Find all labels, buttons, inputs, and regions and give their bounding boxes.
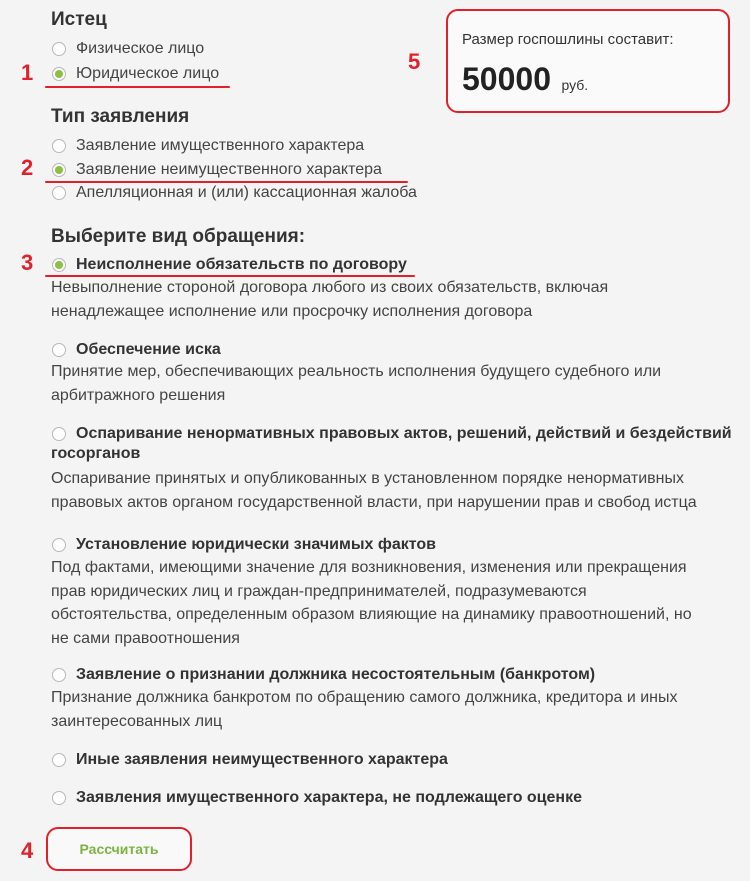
radio-button-checked[interactable] [52,67,66,81]
radio-plaintiff-legal-entity[interactable] [52,65,219,83]
fee-value [462,61,588,98]
radio-appeal-property-not-valued[interactable] [52,789,582,807]
radio-button[interactable] [52,668,66,682]
description-line: прав юридических лиц и граждан-предпринимателей, подразумеваются [51,582,587,600]
description-line: не сами правоотношения [51,629,240,647]
fee-result-box [446,9,730,113]
annotation-number: 3 [21,250,34,275]
description-line: Признание должника банкротом по обращению самого должника, кредитора и иных [51,689,678,706]
option-label: Неисполнение обязательств по договору [76,256,407,273]
radio-appeal-contest-acts[interactable] [52,425,732,443]
description-line: арбитражного решения [51,386,226,404]
description-line: ненадлежащее исполнение или просрочку исполнения договора [51,302,533,320]
description-line: Оспаривание принятых и опубликованных в установленном порядке ненормативных [51,470,684,487]
radio-appeal-bankruptcy[interactable] [52,666,595,684]
radio-button[interactable] [52,427,66,441]
radio-button[interactable] [52,343,66,357]
claim-type-heading: Тип заявления [51,106,190,127]
option-description [51,360,661,407]
annotation-number: 2 [21,155,34,180]
option-label: Заявления имущественного характера, не подлежащего оценке [76,789,582,806]
radio-appeal-securing-claim[interactable] [52,341,221,359]
fee-amount: 50000 [462,61,551,97]
description-line: Невыполнение стороной договора любого из своих обязательств, включая [51,279,609,296]
option-label: Установление юридически значимых фактов [76,536,436,553]
option-label: Апелляционная и (или) кассационная жалоба [76,184,417,201]
annotation-underline [45,181,408,183]
radio-button[interactable] [52,186,66,200]
description-line: правовых актов органом государственной власти, при нарушении прав и свобод истца [51,493,697,511]
radio-appeal-other-non-property[interactable] [52,751,448,769]
option-label: Оспаривание ненормативных правовых актов, решений, действий и бездействий [76,425,732,442]
option-label: Обеспечение иска [76,341,221,358]
radio-claim-appeal[interactable] [52,184,417,202]
option-label: Юридическое лицо [76,65,220,82]
radio-claim-non-property[interactable] [52,161,382,179]
option-description [51,467,697,514]
radio-claim-property[interactable] [52,137,364,155]
radio-button-checked[interactable] [52,258,66,272]
radio-plaintiff-individual[interactable] [52,40,204,58]
radio-appeal-legal-facts[interactable] [52,536,436,554]
radio-button-checked[interactable] [52,163,66,177]
fee-label: Размер госпошлины составит: [462,31,674,48]
fee-currency: руб. [561,77,589,93]
appeal-type-heading: Выберите вид обращения: [51,226,306,247]
option-label: Иные заявления неимущественного характера [76,751,448,768]
description-line: обстоятельства, определенным образом влияющие на динамику правоотношений, но [51,606,692,623]
option-label-continuation: госорганов [51,445,141,462]
annotation-underline [45,275,415,277]
annotation-number: 1 [21,60,34,85]
radio-button[interactable] [52,538,66,552]
option-description [51,556,692,650]
annotation-number: 4 [21,838,34,863]
radio-button[interactable] [52,791,66,805]
description-line: Принятие мер, обеспечивающих реальность исполнения будущего судебного или [51,363,662,380]
option-description [51,686,677,733]
annotation-underline [45,86,230,88]
radio-button[interactable] [52,753,66,767]
description-line: заинтересованных лиц [51,712,223,730]
annotation-number: 5 [408,49,421,74]
option-label: Заявление имущественного характера [76,137,365,154]
radio-button[interactable] [52,42,66,56]
option-label: Физическое лицо [76,40,205,57]
option-label: Заявление неимущественного характера [76,161,382,178]
plaintiff-heading: Истец [51,9,107,30]
calculate-button[interactable]: Рассчитать [46,827,192,871]
description-line: Под фактами, имеющими значение для возникновения, изменения или прекращения [51,559,687,576]
option-label: Заявление о признании должника несостоятельным (банкротом) [76,666,596,683]
option-description [51,276,608,323]
radio-appeal-breach-of-contract[interactable] [52,256,407,274]
radio-button[interactable] [52,139,66,153]
